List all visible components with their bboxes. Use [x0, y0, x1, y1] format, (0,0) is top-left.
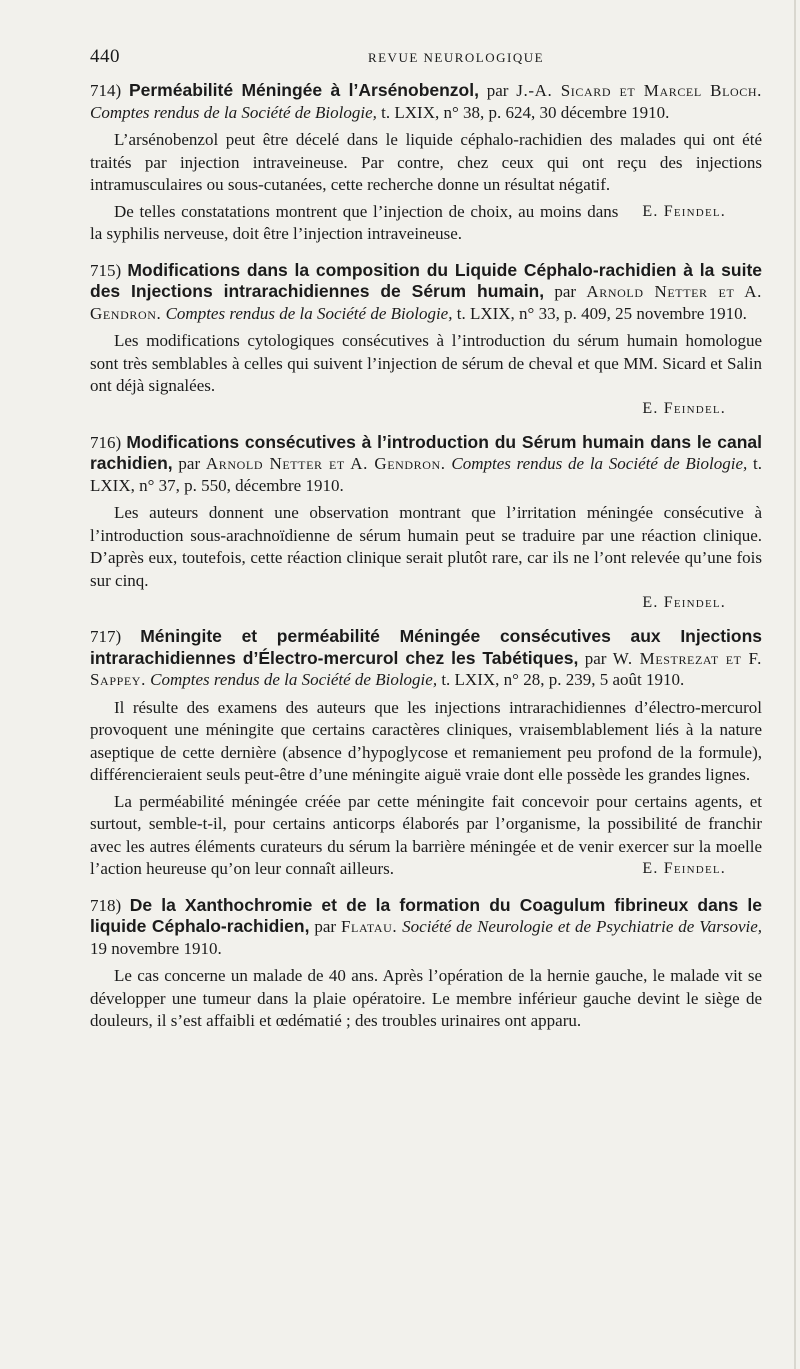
entry-details: t. LXIX, n° 33, p. 409, 25 novembre 1910.: [456, 303, 747, 323]
entry-by: par: [584, 648, 607, 668]
entry-signature: E. Feindel.: [642, 594, 726, 611]
abstract-entry-715: [90, 260, 762, 418]
entry-number: 716): [90, 432, 122, 452]
entry-heading: [90, 626, 762, 691]
entry-heading: [90, 80, 762, 123]
entry-paragraph: [90, 791, 762, 881]
entry-title: Modifications consécutives à l’introduction du Sérum humain dans le canal rachidien,: [90, 431, 762, 473]
entry-paragraph: [90, 201, 762, 246]
entry-details: t. LXIX, n° 28, p. 239, 5 août 1910.: [441, 670, 685, 689]
entry-title: Perméabilité Méningée à l’Arsénobenzol,: [128, 80, 479, 100]
entry-source: Comptes rendus de la Société de Biologie,: [451, 454, 748, 473]
entry-heading: [90, 432, 762, 497]
entry-source: Comptes rendus de la Société de Biologie,: [150, 670, 438, 689]
journal-title: REVUE NEUROLOGIQUE: [367, 50, 545, 65]
entry-title: De la Xanthochromie et de la formation du Coagulum fibrineux dans le liquide Céphalo-rachidien,: [90, 894, 763, 936]
entry-by: par: [486, 81, 509, 100]
entry-by: par: [314, 917, 337, 936]
entry-paragraph: Le cas concerne un malade de 40 ans. Après l’opération de la hernie gauche, le malade vit se développer une tumeur dans la plaie opératoire. Le membre inférieur gauche devint le siège de douleurs, il s’est affaibli et œdématié ; des troubles urinaires ont apparu.: [90, 966, 762, 1030]
entry-paragraph: Les auteurs donnent une observation montrant que l’irritation méningée consécutive à l’introduction sous-arachnoïdienne de sérum humain peut se traduire par une réaction clinique. D’après eux, toutefois, cette réaction clinique serait plutôt rare, car ils ne l’ont relevée qu’une fois sur cinq.: [90, 503, 762, 590]
entry-number: 718): [90, 895, 122, 915]
entry-details: t. LXIX, n° 38, p. 624, 30 décembre 1910.: [381, 102, 670, 122]
abstract-entry-716: [90, 432, 762, 613]
page-edge-shadow: [794, 0, 796, 1369]
entry-paragraph-text: De telles constatations montrent que l’injection de choix, au moins dans la syphilis nerveuse, doit être l’injection intraveineuse.: [90, 201, 619, 243]
entry-signature: E. Feindel.: [642, 399, 726, 417]
abstract-entry-717: [90, 626, 762, 881]
running-head: [90, 38, 762, 72]
entry-title: Méningite et perméabilité Méningée consécutives aux Injections intrarachidiennes d’Électro-mercurol chez les Tabétiques,: [90, 626, 763, 668]
entry-authors: Arnold Netter et A. Gendron.: [205, 454, 446, 473]
entry-by: par: [554, 282, 577, 301]
abstract-entry-718: [90, 895, 762, 1033]
entry-number: 714): [90, 81, 122, 100]
entry-signature: E. Feindel.: [642, 860, 726, 877]
entry-authors: Arnold Netter et A. Gendron.: [90, 282, 763, 323]
abstract-entry-714: [90, 80, 762, 246]
entry-title: Modifications dans la composition du Liquide Céphalo-rachidien à la suite des Injections intrarachidiennes de Sérum humain,: [90, 259, 763, 301]
entry-details: 19 novembre 1910.: [90, 938, 222, 958]
entry-paragraph: Les modifications cytologiques consécutives à l’introduction du sérum humain homologue sont très semblables à celles qui suivent l’injection de sérum de cheval et que MM. Sicard et Salin ont déjà signalées.: [90, 331, 762, 395]
entry-paragraph-text: La perméabilité méningée créée par cette méningite fait concevoir pour certains agents, et surtout, semble-t-il, pour certains anticorps élaborés par l’organisme, la possibilité de franchir avec les autres éléments curateurs du sérum la barrière méningée et de venir exercer sur la moelle l’action heureuse qu’on leur connaît ailleurs.: [90, 791, 762, 878]
entry-paragraph: Il résulte des examens des auteurs que les injections intrarachidiennes d’électro-mercurol provoquent une méningite que certains caractères cliniques, vraisemblablement liés à la nature aseptique de cette dernière (absence d’hypoglycose et remaniement peu profond de la formule), différencieraient seuls peut-être d’une méningite aiguë vraie dont elle possède les grandes lignes.: [90, 697, 762, 784]
page-number: 440: [90, 46, 120, 67]
entry-source: Comptes rendus de la Société de Biologie,: [165, 303, 453, 323]
entry-number: 715): [90, 260, 122, 280]
entry-details: t. LXIX, n° 37, p. 550, décembre 1910.: [90, 454, 762, 495]
entry-signature: E. Feindel.: [642, 202, 726, 220]
entry-authors: W. Mestrezat et F. Sappey.: [90, 648, 763, 689]
entry-by: par: [178, 454, 201, 473]
entry-authors: J.-A. Sicard et Marcel Bloch.: [516, 81, 763, 100]
entry-heading: [90, 260, 762, 325]
entry-number: 717): [90, 627, 122, 646]
entry-source: Société de Neurologie et de Psychiatrie de Varsovie,: [402, 917, 763, 936]
entry-heading: [90, 895, 762, 960]
entry-paragraph: L’arsénobenzol peut être décelé dans le liquide céphalo-rachidien des malades qui ont été traités par injection intraveineuse. Par contre, chez ceux qui ont reçu des injections intramusculaires ou sous-cutanées, cette recherche donne un résultat négatif.: [90, 130, 762, 194]
entry-source: Comptes rendus de la Société de Biologie,: [90, 102, 377, 122]
entry-authors: Flatau.: [340, 917, 398, 936]
